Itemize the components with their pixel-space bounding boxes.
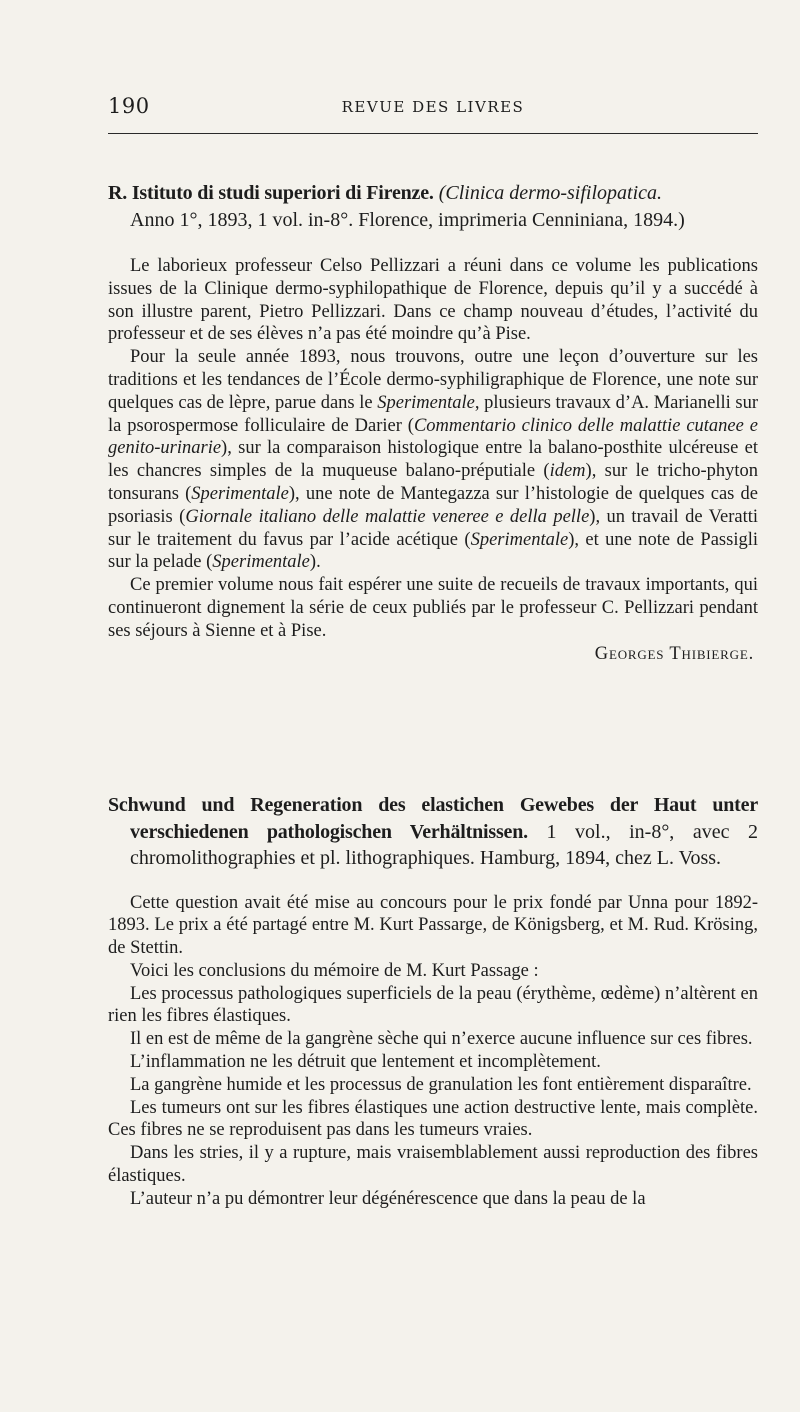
review-2-paragraph: La gangrène humide et les processus de granulation les font entièrement disparaître.	[130, 1074, 752, 1095]
review-2-paragraph: Cette question avait été mise au concours pour le prix fondé par Unna pour 1892-1893. Le prix a été partagé entre M. Kurt Passarge, de Königsberg, et M. Rud. Krösing, de Stettin.	[108, 892, 758, 959]
review-2	[108, 792, 758, 1211]
review-2-publication-info: 1 vol., in-8°, avec 2 chromolithographies et pl. lithographiques. Hamburg, 1894, chez L. Voss.	[130, 820, 759, 869]
review-2-paragraph: L’inflammation ne les détruit que lentement et incomplètement.	[130, 1052, 601, 1073]
review-2-body	[108, 892, 758, 1211]
review-2-paragraph: Les tumeurs ont sur les fibres élastiques une action destructive lente, mais complète. Ces fibres ne se reproduisent pas dans les tumeurs vraies.	[108, 1097, 758, 1141]
review-2-paragraph: L’auteur n’a pu démontrer leur dégénérescence que dans la peau de la	[130, 1188, 646, 1209]
page-header	[108, 94, 758, 134]
review-1-signature: Georges Thibierge.	[594, 643, 754, 664]
review-2-paragraph: Voici les conclusions du mémoire de M. Kurt Passage :	[130, 960, 539, 981]
running-title: REVUE DES LIVRES	[341, 98, 525, 116]
review-2-heading	[108, 792, 758, 872]
review-1-title-italic: (Clinica dermo-sifilopatica.	[438, 182, 663, 204]
review-1-heading	[108, 180, 758, 233]
review-1-title: R. Istituto di studi superiori di Firenze.	[108, 182, 434, 204]
review-1-paragraph-2: Pour la seule année 1893, nous trouvons, outre une leçon d’ouverture sur les traditions et les tendances de l’École dermo-syphiligraphique de Florence, une note sur quelques cas de lèpre, parue dans le Sperimentale, plusieurs travaux d’A. Marianelli sur la psorospermose folliculaire de Darier (Commentario clinico delle malattie cutanee e genito-urinarie), sur la comparaison histologique entre la balano-posthite ulcéreuse et les chancres simples de la muqueuse balano-préputiale (idem), sur le tricho-phyton tonsurans (Sperimentale), une note de Mantegazza sur l’histologie de quelques cas de psoriasis (Giornale italiano delle malattie veneree e della pelle), un travail de Veratti sur le traitement du favus par l’acide acétique (Sperimentale), et une note de Passigli sur la pelade (Sperimentale).	[108, 347, 758, 573]
review-1-publication-info: Anno 1°, 1893, 1 vol. in-8°. Florence, imprimeria Cenniniana, 1894.)	[130, 208, 685, 231]
header-rule	[108, 133, 758, 134]
review-2-title: Schwund und Regeneration des elastichen Gewebes der Haut unter verschiedenen pathologischen Verhältnissen.	[108, 794, 758, 843]
review-1	[108, 180, 758, 665]
page-number: 190	[108, 94, 150, 118]
review-2-paragraph: Il en est de même de la gangrène sèche qui n’exerce aucune influence sur ces fibres.	[130, 1029, 753, 1050]
review-1-paragraph-1: Le laborieux professeur Celso Pellizzari a réuni dans ce volume les publications issues de la Clinique dermo-syphilopathique de Florence, depuis qu’il y a succédé à son illustre parent, Pietro Pellizzari. Dans ce champ nouveau d’études, l’activité du professeur et de ses élèves n’a pas été moindre qu’à Pise.	[108, 256, 758, 345]
review-2-paragraph: Dans les stries, il y a rupture, mais vraisemblablement aussi reproduction des fibres élastiques.	[108, 1143, 758, 1187]
review-2-paragraph: Les processus pathologiques superficiels de la peau (érythème, œdème) n’altèrent en rien les fibres élastiques.	[108, 983, 758, 1027]
review-1-paragraph-3: Ce premier volume nous fait espérer une suite de recueils de travaux importants, qui continueront dignement la série de ceux publiés par le professeur C. Pellizzari pendant ses séjours à Sienne et à Pise.	[108, 575, 758, 641]
